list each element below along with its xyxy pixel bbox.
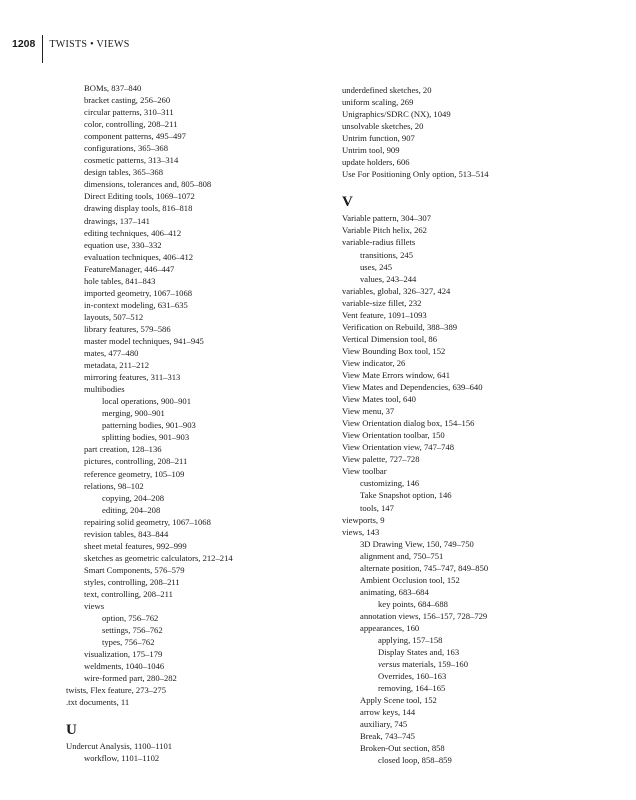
- page-number: 1208: [12, 38, 36, 50]
- index-entry: uniform scaling, 269: [342, 97, 414, 108]
- index-subentry: Ambient Occlusion tool, 152: [360, 574, 460, 585]
- index-subentry: FeatureManager, 446–447: [84, 263, 175, 274]
- index-subentry: bracket casting, 256–260: [84, 95, 171, 106]
- index-subentry: workflow, 1101–1102: [84, 753, 160, 764]
- index-subentry: styles, controlling, 208–211: [84, 576, 180, 587]
- index-subentry: uses, 245: [360, 261, 392, 272]
- index-subentry: revision tables, 843–844: [84, 528, 169, 539]
- index-entry: Verification on Rebuild, 388–389: [342, 321, 458, 332]
- index-subentry: drawings, 137–141: [84, 215, 150, 226]
- index-subentry: values, 243–244: [360, 273, 417, 284]
- index-subsubentry: types, 756–762: [102, 637, 155, 648]
- index-subsubentry: merging, 900–901: [102, 408, 165, 419]
- index-subentry: repairing solid geometry, 1067–1068: [84, 516, 211, 527]
- index-subentry: hole tables, 841–843: [84, 275, 156, 286]
- index-entry: View Mates tool, 640: [342, 394, 416, 405]
- index-entry: update holders, 606: [342, 157, 410, 168]
- index-column-left: [66, 82, 316, 765]
- index-subentry: appearances, 160: [360, 622, 420, 633]
- index-subsubentry: patterning bodies, 901–903: [102, 420, 196, 431]
- index-subentry: master model techniques, 941–945: [84, 335, 204, 346]
- index-subsubentry: option, 756–762: [102, 613, 159, 624]
- index-subentry: circular patterns, 310–311: [84, 107, 174, 118]
- index-subentry: mates, 477–480: [84, 348, 139, 359]
- index-entry: Unigraphics/SDRC (NX), 1049: [342, 109, 451, 120]
- index-entry: View toolbar: [342, 466, 387, 477]
- index-entry: Use For Positioning Only option, 513–514: [342, 169, 489, 180]
- index-subentry: Direct Editing tools, 1069–1072: [84, 191, 195, 202]
- index-entry: View Mate Errors window, 641: [342, 369, 450, 380]
- index-subentry: reference geometry, 105–109: [84, 468, 185, 479]
- index-subentry: animating, 683–684: [360, 586, 429, 597]
- index-subsubentry: Overrides, 160–163: [378, 671, 447, 682]
- index-entry: View Mates and Dependencies, 639–640: [342, 382, 483, 393]
- index-entry: Undercut Analysis, 1100–1101: [66, 741, 173, 752]
- index-subsubentry: local operations, 900–901: [102, 396, 192, 407]
- index-subentry: evaluation techniques, 406–412: [84, 251, 194, 262]
- index-subentry: visualization, 175–179: [84, 649, 163, 660]
- index-subentry: Broken-Out section, 858: [360, 743, 445, 754]
- index-subentry: text, controlling, 208–211: [84, 588, 173, 599]
- index-subentry: wire-formed part, 280–282: [84, 673, 177, 684]
- index-subentry: Apply Scene tool, 152: [360, 695, 437, 706]
- index-entry: Untrim tool, 909: [342, 145, 400, 156]
- index-entry: viewports, 9: [342, 514, 385, 525]
- index-subentry: dimensions, tolerances and, 805–808: [84, 179, 212, 190]
- index-subentry: pictures, controlling, 208–211: [84, 456, 188, 467]
- index-subsubentry: settings, 756–762: [102, 625, 163, 636]
- index-subentry: alternate position, 745–747, 849–850: [360, 562, 489, 573]
- index-subentry: in-context modeling, 631–635: [84, 299, 188, 310]
- index-subentry: mirroring features, 311–313: [84, 372, 181, 383]
- index-subentry: metadata, 211–212: [84, 360, 150, 371]
- index-subentry: weldments, 1040–1046: [84, 661, 165, 672]
- index-entry: variables, global, 326–327, 424: [342, 285, 451, 296]
- running-head: TWISTS • VIEWS: [49, 38, 130, 50]
- index-subentry: 3D Drawing View, 150, 749–750: [360, 538, 474, 549]
- index-subsubentry: splitting bodies, 901–903: [102, 432, 190, 443]
- index-subentry: sketches as geometric calculators, 212–214: [84, 552, 233, 563]
- index-subentry: layouts, 507–512: [84, 311, 144, 322]
- section-letter: U: [66, 722, 77, 739]
- section-letter: V: [342, 194, 353, 211]
- index-subentry: transitions, 245: [360, 249, 413, 260]
- index-subentry: color, controlling, 208–211: [84, 119, 178, 130]
- index-subentry: component patterns, 495–497: [84, 131, 186, 142]
- index-entry: Variable Pitch helix, 262: [342, 225, 427, 236]
- index-subentry: Take Snapshot option, 146: [360, 490, 452, 501]
- index-subentry: views: [84, 601, 105, 612]
- index-subentry: design tables, 365–368: [84, 167, 164, 178]
- index-subentry: cosmetic patterns, 313–314: [84, 155, 179, 166]
- index-subentry: configurations, 365–368: [84, 143, 169, 154]
- index-subentry: Smart Components, 576–579: [84, 564, 185, 575]
- index-subsubentry: key points, 684–688: [378, 598, 448, 609]
- index-entry: variable-radius fillets: [342, 237, 416, 248]
- index-entry: Vertical Dimension tool, 86: [342, 333, 437, 344]
- index-column-right: [342, 84, 612, 767]
- index-entry: Untrim function, 907: [342, 133, 415, 144]
- index-subentry: part creation, 128–136: [84, 444, 162, 455]
- index-subentry: editing techniques, 406–412: [84, 227, 182, 238]
- index-entry: underdefined sketches, 20: [342, 85, 432, 95]
- header-divider: [42, 35, 43, 63]
- index-subentry: arrow keys, 144: [360, 707, 416, 718]
- index-entry: variable-size fillet, 232: [342, 297, 422, 308]
- index-subentry: multibodies: [84, 384, 125, 395]
- index-subentry: equation use, 330–332: [84, 239, 162, 250]
- index-subsubentry: applying, 157–158: [378, 635, 443, 646]
- index-subentry: Break, 743–745: [360, 731, 415, 742]
- index-entry: twists, Flex feature, 273–275: [66, 685, 167, 696]
- index-entry: View Orientation view, 747–748: [342, 442, 455, 453]
- index-subentry: tools, 147: [360, 502, 394, 513]
- index-subsubentry: copying, 204–208: [102, 492, 165, 503]
- index-subentry: library features, 579–586: [84, 323, 171, 334]
- index-entry: .txt documents, 11: [66, 697, 130, 708]
- index-subentry: alignment and, 750–751: [360, 550, 444, 561]
- index-entry: View palette, 727–728: [342, 454, 420, 465]
- index-subentry: relations, 98–102: [84, 480, 144, 491]
- index-subsubentry: versus materials, 159–160: [378, 659, 468, 670]
- page-header: [12, 34, 130, 54]
- index-subentry: auxiliary, 745: [360, 719, 408, 730]
- index-entry: unsolvable sketches, 20: [342, 121, 424, 132]
- index-subentry: sheet metal features, 992–999: [84, 540, 187, 551]
- index-subsubentry: Display States and, 163: [378, 647, 460, 658]
- index-subentry: BOMs, 837–840: [84, 83, 142, 93]
- index-entry: View indicator, 26: [342, 357, 406, 368]
- index-subsubentry: removing, 164–165: [378, 683, 446, 694]
- index-entry: View Orientation dialog box, 154–156: [342, 418, 475, 429]
- index-entry: Variable pattern, 304–307: [342, 213, 432, 224]
- index-subentry: imported geometry, 1067–1068: [84, 287, 193, 298]
- index-entry: View menu, 37: [342, 406, 395, 417]
- index-entry: Vent feature, 1091–1093: [342, 309, 427, 320]
- index-subentry: drawing display tools, 816–818: [84, 203, 193, 214]
- index-subsubentry: editing, 204–208: [102, 504, 161, 515]
- index-entry: views, 143: [342, 526, 380, 537]
- index-subentry: customizing, 146: [360, 478, 420, 489]
- index-entry: View Bounding Box tool, 152: [342, 345, 446, 356]
- index-subentry: annotation views, 156–157, 728–729: [360, 610, 488, 621]
- index-entry: View Orientation toolbar, 150: [342, 430, 445, 441]
- index-subsubentry: closed loop, 858–859: [378, 755, 452, 766]
